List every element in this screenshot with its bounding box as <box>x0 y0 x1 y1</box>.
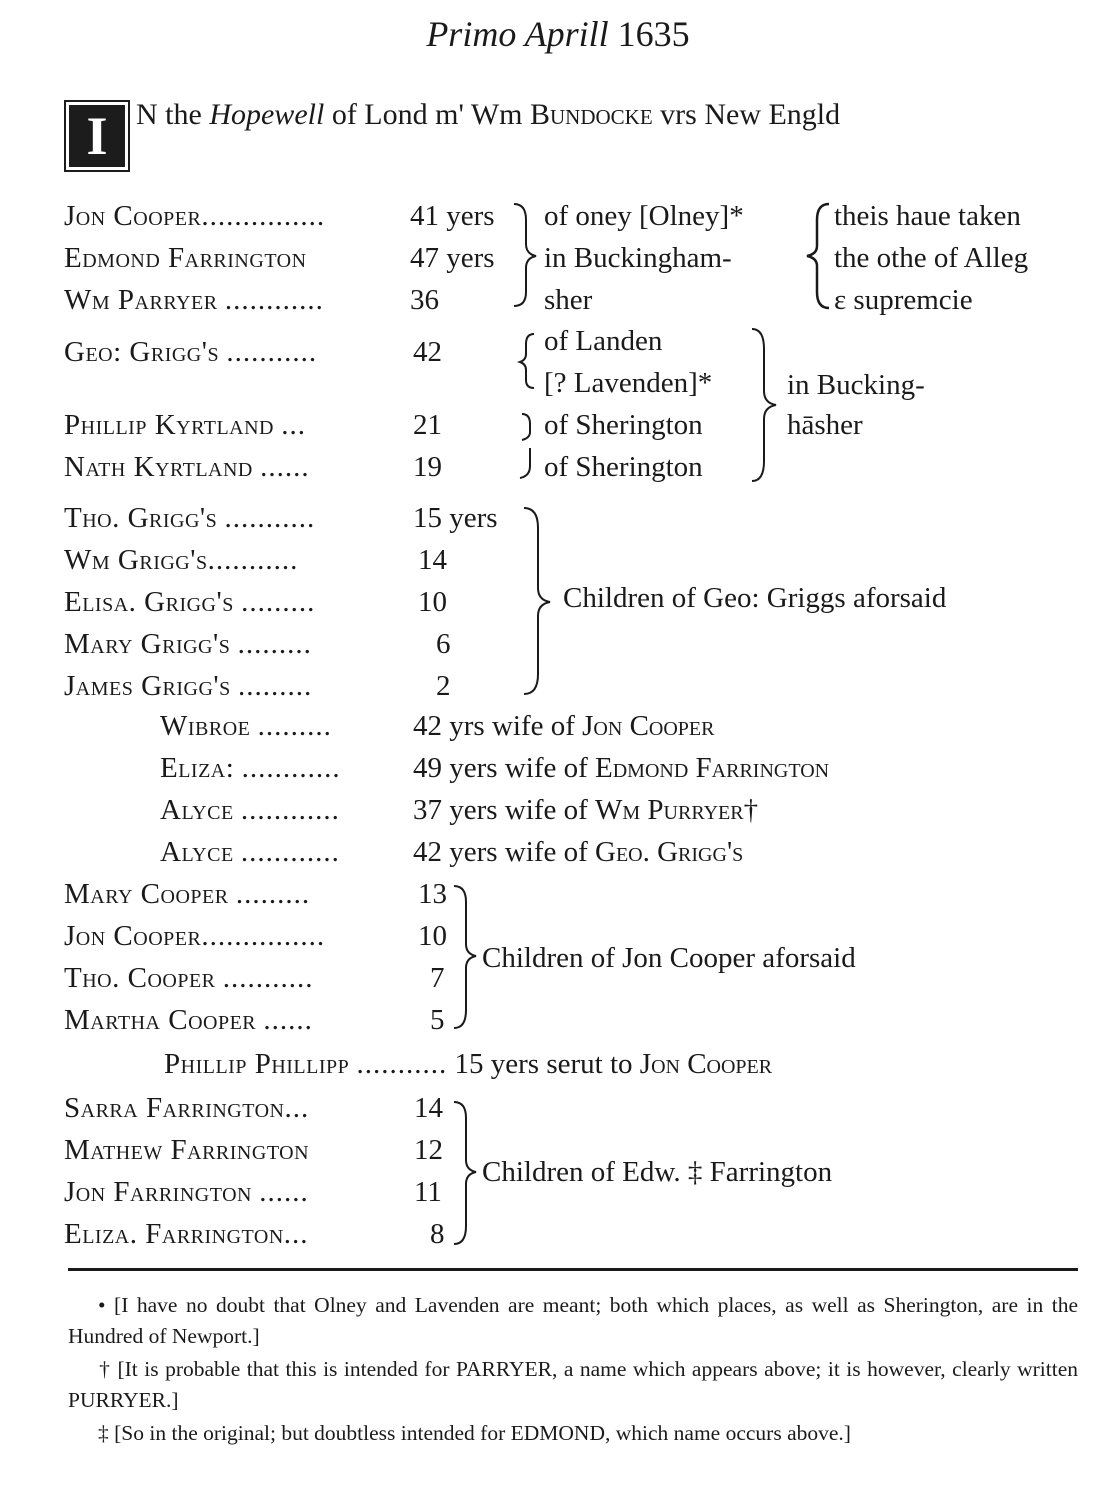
servant-name: Phillip Phillipp <box>164 1048 350 1080</box>
place-line: of Sherington <box>544 409 703 441</box>
ship-header <box>136 96 840 134</box>
leader-dots: ......... <box>241 586 316 618</box>
brace-group-a <box>512 200 542 310</box>
passenger-age: 2 <box>436 670 451 702</box>
leader-dots: ........... <box>356 1048 448 1080</box>
passenger-name: Phillip Kyrtland <box>64 409 274 441</box>
passenger-name: Mathew Farrington <box>64 1134 310 1166</box>
footnote-text: [So in the original; but doubtless intended for EDMOND, which name occurs above.] <box>114 1421 851 1445</box>
leader-dots: ............ <box>240 836 340 868</box>
wife-name: Alyce <box>160 794 234 826</box>
servant-relation: 15 yers serut to <box>454 1048 640 1080</box>
header-master: m' Wm <box>427 98 530 131</box>
leader-dots: ... <box>283 1218 309 1250</box>
wife-relation: yers wife of <box>449 794 596 826</box>
passenger-name: Tho. Cooper <box>64 962 216 994</box>
oath-line: theis haue taken <box>834 200 1021 232</box>
servant-row <box>164 1046 772 1082</box>
passenger-age: 19 <box>413 451 442 483</box>
passenger-name: Geo: Grigg's <box>64 336 220 368</box>
place-line: of Landen <box>544 325 663 357</box>
page-title <box>0 12 1116 56</box>
leader-dots: ............ <box>224 284 324 316</box>
passenger-age: 41 yers <box>410 200 495 232</box>
passenger-name: Sarra Farrington <box>64 1092 285 1124</box>
cooper-children-note: Children of Jon Cooper aforsaid <box>482 942 856 974</box>
passenger-name: James Grigg's <box>64 670 231 702</box>
brace-oath <box>805 202 833 310</box>
passenger-row <box>64 960 314 996</box>
passenger-name: Wm Parryer <box>64 284 218 316</box>
passenger-name: Tho. Grigg's <box>64 502 218 534</box>
leader-dots: ...... <box>259 1176 309 1208</box>
wife-name: Wibroe <box>160 710 251 742</box>
brace-sherington <box>518 412 540 480</box>
passenger-age: 15 yers <box>413 502 498 534</box>
footnote-mark: ‡ <box>98 1421 109 1445</box>
county-line: in Bucking- <box>787 369 925 401</box>
place-line: sher <box>544 284 593 316</box>
passenger-row <box>64 876 310 912</box>
passenger-row <box>64 1002 313 1038</box>
place-line: [? Lavenden]* <box>544 367 713 399</box>
passenger-age: 14 <box>418 544 447 576</box>
passenger-row <box>64 240 307 276</box>
passenger-name: Jon Farrington <box>64 1176 252 1208</box>
brace-griggs-children <box>520 506 556 696</box>
passenger-age: 21 <box>413 409 442 441</box>
wife-name: Eliza: <box>160 752 235 784</box>
passenger-row <box>64 918 325 954</box>
title-italic: Primo Aprill <box>426 14 609 54</box>
wife-row <box>160 750 341 786</box>
leader-dots: ... <box>281 409 306 441</box>
brace-farrington-children <box>452 1100 482 1248</box>
passenger-name: Mary Grigg's <box>64 628 231 660</box>
leader-dots: ... <box>284 1092 310 1124</box>
oath-line: the othe of Alleg <box>834 242 1029 274</box>
passenger-age: 13 <box>418 878 447 910</box>
passenger-row <box>64 334 317 370</box>
passenger-age: 11 <box>414 1176 442 1208</box>
leader-dots: ......... <box>257 710 332 742</box>
leader-dots: ........... <box>222 962 314 994</box>
passenger-name: Elisa. Grigg's <box>64 586 234 618</box>
leader-dots: ............... <box>201 920 326 952</box>
passenger-name: Mary Cooper <box>64 878 229 910</box>
passenger-row <box>64 542 298 578</box>
leader-dots: ............... <box>201 200 326 232</box>
passenger-row <box>64 282 324 318</box>
wife-desc <box>413 750 829 786</box>
wife-row <box>160 792 340 828</box>
passenger-age: 42 <box>413 336 442 368</box>
header-post: of Lond <box>324 98 428 131</box>
passenger-age: 7 <box>430 962 445 994</box>
ship-name: Hopewell <box>209 98 325 131</box>
passenger-row <box>64 449 310 485</box>
passenger-age: 8 <box>430 1218 445 1250</box>
passenger-row <box>64 1216 309 1252</box>
husband-name: Geo. Grigg's <box>595 836 744 868</box>
wife-desc <box>413 708 714 744</box>
footnote-edmond <box>68 1418 1078 1449</box>
leader-dots: ........... <box>224 502 316 534</box>
passenger-row <box>64 584 315 620</box>
brace-landen <box>518 330 540 390</box>
footnote-mark: † <box>98 1357 111 1381</box>
master-name: Bundocke <box>530 98 653 131</box>
header-destination: vrs New Engld <box>652 98 841 131</box>
husband-name: Jon Cooper <box>582 710 715 742</box>
passenger-row <box>64 1174 309 1210</box>
leader-dots: ...... <box>260 451 310 483</box>
footnote-text: [It is probable that this is intended for PARRYER, a name which appears above; it is however, clearly written PURRYER.] <box>68 1357 1079 1412</box>
wife-age: 42 <box>413 710 442 742</box>
passenger-age: 36 <box>410 284 439 316</box>
passenger-row <box>64 407 306 443</box>
passenger-name: Martha Cooper <box>64 1004 257 1036</box>
brace-county <box>748 325 782 485</box>
footnote-purryer <box>68 1354 1078 1416</box>
footnote-rule <box>68 1268 1078 1271</box>
passenger-age: 6 <box>436 628 451 660</box>
leader-dots: ......... <box>237 628 312 660</box>
wife-relation: yers wife of <box>449 752 596 784</box>
passenger-name: Jon Cooper <box>64 920 202 952</box>
dropcap-initial: I <box>64 100 130 172</box>
wife-row <box>160 834 340 870</box>
place-line: of oney [Olney]* <box>544 200 744 232</box>
title-year: 1635 <box>617 14 690 54</box>
passenger-age: 47 yers <box>410 242 495 274</box>
wife-desc <box>413 792 758 828</box>
wife-age: 37 <box>413 794 442 826</box>
husband-name: Edmond Farrington <box>595 752 830 784</box>
wife-desc <box>413 834 743 870</box>
passenger-name: Eliza. Farrington <box>64 1218 284 1250</box>
county-line: hāsher <box>787 409 863 441</box>
passenger-name: Edmond Farrington <box>64 242 307 274</box>
wife-name: Alyce <box>160 836 234 868</box>
leader-dots: ......... <box>235 878 311 910</box>
leader-dots: ........... <box>207 544 299 576</box>
leader-dots: ........... <box>226 336 318 368</box>
passenger-row <box>64 500 315 536</box>
passenger-row <box>64 198 325 234</box>
footnote-olney <box>68 1290 1078 1352</box>
header-pre: N the <box>136 98 210 131</box>
passenger-age: 10 <box>418 920 447 952</box>
passenger-name: Jon Cooper <box>64 200 202 232</box>
wife-age: 42 <box>413 836 442 868</box>
leader-dots: ......... <box>238 670 313 702</box>
leader-dots: ...... <box>263 1004 313 1036</box>
passenger-row <box>64 626 312 662</box>
master-name: Jon Cooper <box>639 1048 773 1080</box>
wife-age: 49 <box>413 752 442 784</box>
oath-line: ɛ supremcie <box>834 284 973 316</box>
footnote-text: [I have no doubt that Olney and Lavenden are meant; both which places, as well as Sherington, are in the Hundred of Newport.] <box>68 1293 1078 1348</box>
husband-name: Wm Purryer† <box>595 794 759 826</box>
footnote-mark: • <box>98 1293 106 1317</box>
griggs-children-note: Children of Geo: Griggs aforsaid <box>563 582 947 614</box>
wife-row <box>160 708 332 744</box>
passenger-row <box>64 668 312 704</box>
leader-dots: ............ <box>241 752 341 784</box>
place-line: of Sherington <box>544 451 703 483</box>
wife-relation: yers wife of <box>449 836 596 868</box>
passenger-name: Nath Kyrtland <box>64 451 253 483</box>
passenger-age: 14 <box>414 1092 443 1124</box>
passenger-age: 12 <box>414 1134 443 1166</box>
passenger-age: 10 <box>418 586 447 618</box>
passenger-row <box>64 1132 309 1168</box>
farrington-children-note: Children of Edw. ‡ Farrington <box>482 1156 833 1188</box>
place-line: in Buckingham- <box>544 242 732 274</box>
brace-cooper-children <box>452 884 482 1032</box>
leader-dots: ............ <box>240 794 340 826</box>
passenger-age: 5 <box>430 1004 445 1036</box>
passenger-row <box>64 1090 309 1126</box>
passenger-name: Wm Grigg's <box>64 544 208 576</box>
wife-relation: yrs wife of <box>449 710 583 742</box>
